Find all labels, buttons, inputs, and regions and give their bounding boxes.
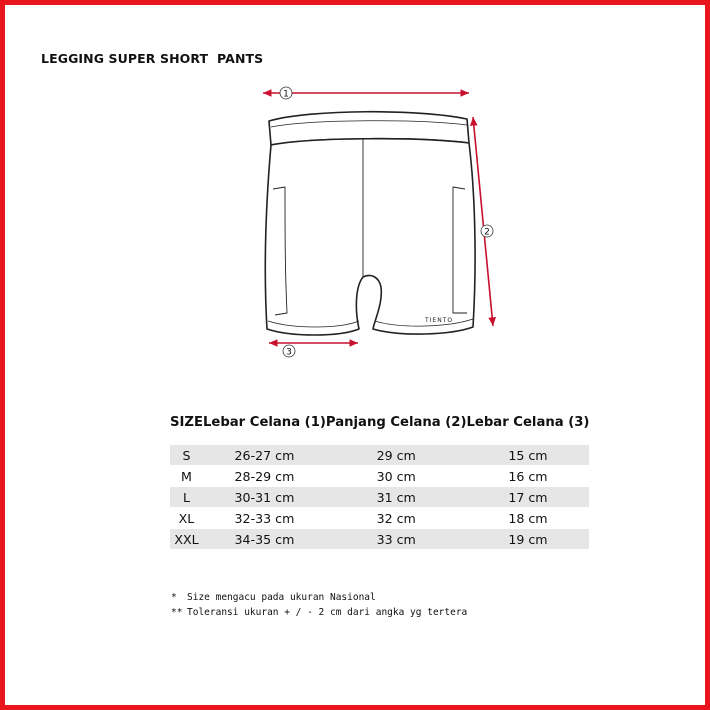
table-row xyxy=(170,442,589,466)
cell-width-3: 16 cm xyxy=(467,466,590,487)
marker-1-label: 1 xyxy=(283,89,289,100)
cell-size: XL xyxy=(170,508,203,529)
page-frame xyxy=(5,5,705,705)
note-text: Toleransi ukuran + / - 2 cm dari angka yg tertera xyxy=(187,607,468,618)
cell-width-1: 30-31 cm xyxy=(203,487,326,508)
size-chart-table xyxy=(170,413,589,550)
cell-width-1: 26-27 cm xyxy=(203,442,326,466)
header-width-3: Lebar Celana (3) xyxy=(467,413,590,442)
note-national-size xyxy=(171,590,467,605)
cell-size: L xyxy=(170,487,203,508)
marker-2-label: 2 xyxy=(484,227,490,238)
cell-length-2: 30 cm xyxy=(326,466,467,487)
cell-size: XXL xyxy=(170,529,203,550)
note-mark: * xyxy=(171,592,177,603)
header-width-1: Lebar Celana (1) xyxy=(203,413,326,442)
table-row xyxy=(170,508,589,529)
cell-length-2: 31 cm xyxy=(326,487,467,508)
cell-width-3: 17 cm xyxy=(467,487,590,508)
product-title: LEGGING SUPER SHORT PANTS xyxy=(41,51,264,66)
measure-length-arrow xyxy=(473,117,493,326)
note-tolerance xyxy=(171,605,467,620)
table-row xyxy=(170,487,589,508)
cell-width-3: 19 cm xyxy=(467,529,590,550)
cell-length-2: 29 cm xyxy=(326,442,467,466)
cell-size: S xyxy=(170,442,203,466)
size-notes xyxy=(171,590,467,620)
measure-leg-arrow xyxy=(269,343,358,358)
cell-width-1: 34-35 cm xyxy=(203,529,326,550)
header-length-2: Panjang Celana (2) xyxy=(326,413,467,442)
table-row xyxy=(170,466,589,487)
shorts-outline xyxy=(265,112,475,335)
shorts-diagram xyxy=(241,81,501,365)
cell-length-2: 32 cm xyxy=(326,508,467,529)
note-mark: ** xyxy=(171,607,183,618)
cell-length-2: 33 cm xyxy=(326,529,467,550)
table-row xyxy=(170,529,589,550)
cell-width-1: 28-29 cm xyxy=(203,466,326,487)
measure-waist-arrow xyxy=(263,87,469,100)
note-text: Size mengacu pada ukuran Nasional xyxy=(187,592,376,603)
brand-logo-text: TIENTO xyxy=(425,317,454,324)
table-header-row xyxy=(170,413,589,442)
marker-3-label: 3 xyxy=(286,347,292,358)
header-size: SIZE xyxy=(170,413,203,442)
cell-width-3: 15 cm xyxy=(467,442,590,466)
cell-size: M xyxy=(170,466,203,487)
cell-width-1: 32-33 cm xyxy=(203,508,326,529)
cell-width-3: 18 cm xyxy=(467,508,590,529)
